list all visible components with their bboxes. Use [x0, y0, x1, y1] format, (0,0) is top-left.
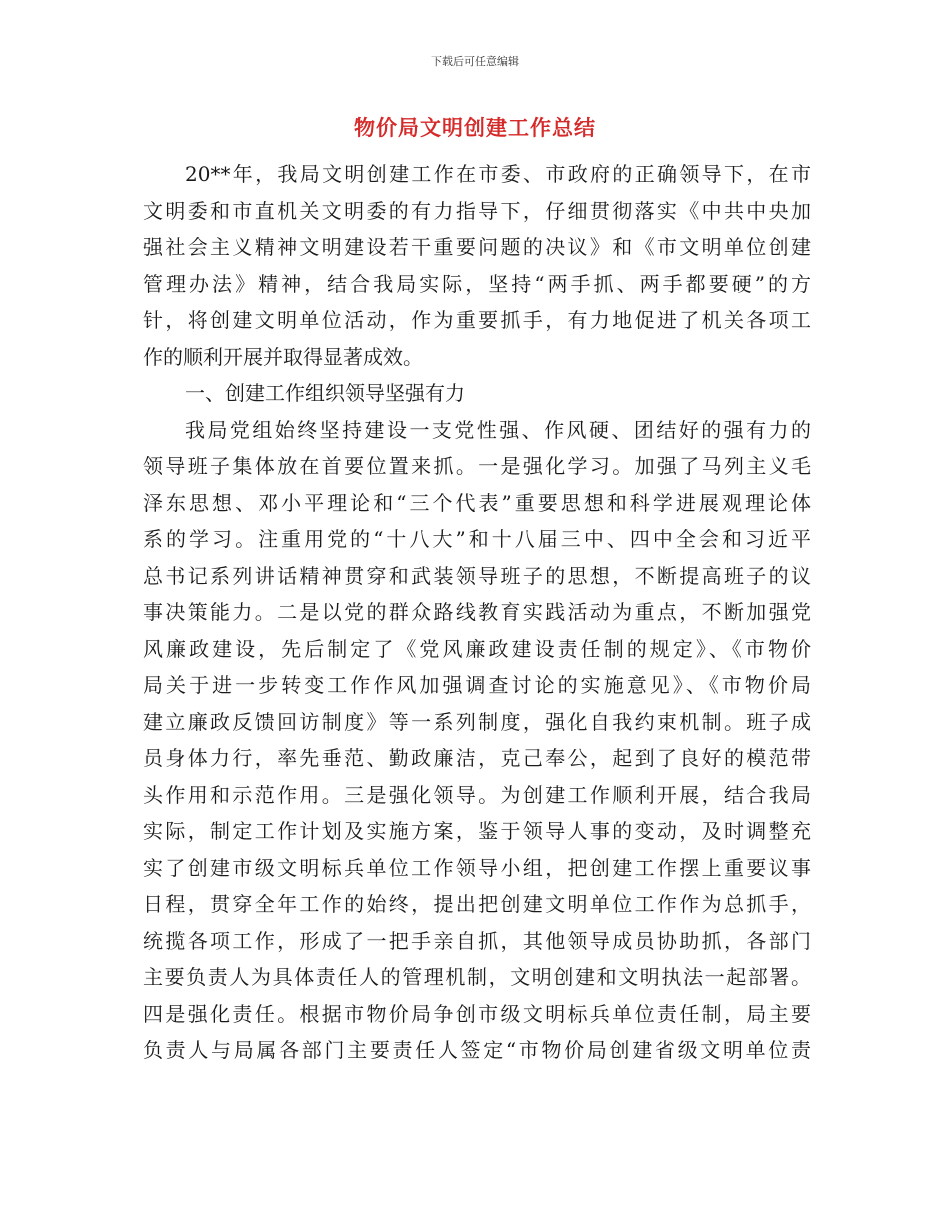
text-line: 实际，制定工作计划及实施方案，鉴于领导人事的变动，及时调整充: [143, 819, 811, 843]
text-line: 统揽各项工作，形成了一把手亲自抓，其他领导成员协助抓，各部门: [143, 928, 811, 953]
text-line: 员身体力行，率先垂范、勤政廉洁，克己奉公，起到了良好的模范带: [143, 746, 811, 770]
text-line: 四是强化责任。根据市物价局争创市级文明标兵单位责任制，局主要: [143, 1001, 811, 1026]
text-line: 事决策能力。二是以党的群众路线教育实践活动为重点，不断加强党: [143, 600, 811, 624]
text-line: 领导班子集体放在首要位置来抓。一是强化学习。加强了马列主义毛: [143, 454, 811, 478]
text-line: 管理办法》精神，结合我局实际，坚持“两手抓、两手都要硬”的方: [143, 271, 811, 296]
text-line: 系的学习。注重用党的“十八大”和十八届三中、四中全会和习近平: [143, 527, 811, 551]
text-line: 总书记系列讲话精神贯穿和武装领导班子的思想，不断提高班子的议: [143, 563, 811, 588]
document-title: 物价局文明创建工作总结: [354, 115, 596, 140]
text-line: 我局党组始终坚持建设一支党性强、作风硬、团结好的强有力的: [185, 417, 811, 442]
text-line: 强社会主义精神文明建设若干重要问题的决议》和《市文明单位创建: [143, 235, 811, 259]
text-line: 头作用和示范作用。三是强化领导。为创建工作顺利开展，结合我局: [143, 782, 811, 807]
text-line: 建立廉政反馈回访制度》等一系列制度，强化自我约束机制。班子成: [143, 709, 811, 734]
text-line: 日程，贯穿全年工作的始终，提出把创建文明单位工作作为总抓手，: [143, 892, 811, 916]
text-line: 实了创建市级文明标兵单位工作领导小组，把创建工作摆上重要议事: [143, 855, 811, 880]
document-body: [143, 156, 811, 1069]
header-note: 下载后可任意编辑: [431, 55, 519, 68]
paragraph-section-1: [143, 412, 811, 1069]
paragraph-intro: [143, 156, 811, 375]
text-line: 主要负责人为具体责任人的管理机制，文明创建和文明执法一起部署。: [143, 965, 811, 989]
text-line: 泽东思想、邓小平理论和“三个代表”重要思想和科学进展观理论体: [143, 490, 811, 515]
section-heading: [143, 375, 811, 412]
text-line: 局关于进一步转变工作作风加强调查讨论的实施意见》、《市物价局: [143, 673, 811, 697]
text-line: 针，将创建文明单位活动，作为重要抓手，有力地促进了机关各项工: [143, 308, 811, 332]
text-line: 文明委和市直机关文明委的有力指导下，仔细贯彻落实《中共中央加: [143, 198, 811, 223]
text-line: 负责人与局属各部门主要责任人签定“市物价局创建省级文明单位责: [143, 1038, 811, 1062]
section-heading-text: 一、创建工作组织领导坚强有力: [185, 381, 465, 405]
text-line: 作的顺利开展并取得显著成效。: [143, 344, 423, 369]
text-line: 风廉政建设，先后制定了《党风廉政建设责任制的规定》、《市物价: [143, 636, 811, 661]
text-line: 20**年，我局文明创建工作在市委、市政府的正确领导下，在市: [185, 162, 811, 186]
